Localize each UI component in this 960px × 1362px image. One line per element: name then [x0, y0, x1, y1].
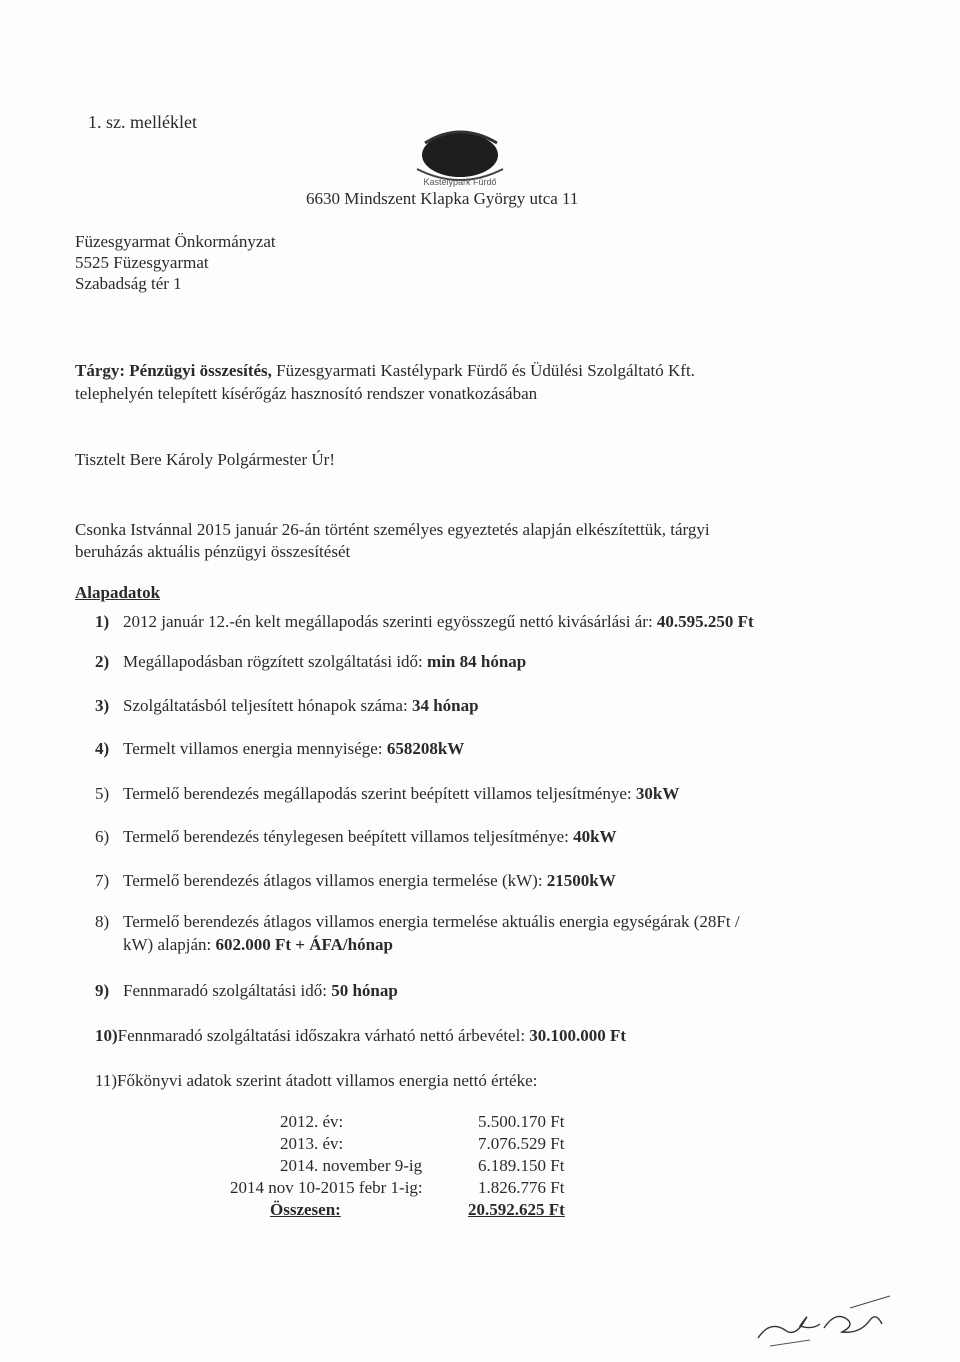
- svg-text:Kastélypark Fürdő: Kastélypark Fürdő: [423, 177, 497, 187]
- annex-label: 1. sz. melléklet: [88, 112, 197, 132]
- list-item: 10)Fennmaradó szolgáltatási időszakra várható nettó árbevétel: 30.100.000 Ft: [95, 1026, 627, 1045]
- intro-line-2: beruházás aktuális pénzügyi összesítését: [75, 542, 351, 561]
- sender-address: 6630 Mindszent Klapka György utca 11: [306, 189, 579, 208]
- subject-title: Pénzügyi összesítés,: [129, 361, 272, 380]
- recipient-line-3: Szabadság tér 1: [75, 274, 182, 293]
- list-item: 1) 2012 január 12.-én kelt megállapodás szerinti egyösszegű nettó kivásárlási ár: 40.595.250 Ft: [95, 612, 754, 631]
- list-item: 3) Szolgáltatásból teljesített hónapok száma: 34 hónap: [95, 696, 479, 715]
- subject-rest: Füzesgyarmati Kastélypark Fürdő és Üdülési Szolgáltató Kft.: [276, 361, 695, 380]
- subject-label: Tárgy:: [75, 361, 126, 380]
- list-item: 5) Termelő berendezés megállapodás szerint beépített villamos teljesítménye: 30kW: [95, 784, 680, 803]
- document-page: 1. sz. melléklet Kastélypark Fürdő 6630 Mindszent Klapka György utca 11 Füzesgyarmat Önkormányzat 5525 Füzesgyarmat Szabadság tér 1 Tárgy: Pénzügyi összesítés, Füzesgyarmati Kastélypark Fürdő és Üdülési Szolgáltató Kft. telephelyén telepített kísérőgáz hasznosító rendszer vonatkozásában Tisztelt Bere Károly Polgármester Úr! Csonka Istvánnal 2015 január 26-án történt személyes egyeztetés alapján elkészítettük, tárgyi beruházás aktuális pénzügyi összesítését Alapadatok 1) 2012 január 12.-én kelt megállapodás szerinti egyösszegű nettó kivásárlási ár: 40.595.250 Ft 2) Megállapodásban rögzített szolgáltatási idő: min 84 hónap 3) Szolgáltatásból teljesített hónapok száma: 34 hónap 4) Termelt villamos energia mennyisége: 658208kW 5) Termelő berendezés megállapodás szerint beépített villamos teljesítménye: 30kW 6) Termelő berendezés ténylegesen beépített villamos teljesítménye: 40kW 7) Termelő berendezés átlagos villamos energia termelése (kW): 21500kW 8) Termelő berendezés átlagos villamos energia termelése aktuális energia egységárak (28Ft / kW) alapján: 602.000 Ft + ÁFA/hónap 9) Fennmaradó szolgáltatási idő: 50 hónap 10)Fennmaradó szolgáltatási időszakra várható nettó árbevétel: 30.100.000 Ft 11)Főkönyvi adatok szerint átadott villamos energia nettó értéke: 2012. év: 5.500.170 Ft 2013. év: 7.076.529 Ft 2014. november 9-ig 6.189.150 Ft 2014 nov 10-2015 febr 1-ig: 1.826.776 Ft Összesen: 20.592.625 Ft: [0, 0, 960, 1362]
- list-item-continuation: kW) alapján: 602.000 Ft + ÁFA/hónap: [123, 935, 394, 954]
- recipient-line-1: Füzesgyarmat Önkormányzat: [75, 232, 276, 251]
- list-item: 9) Fennmaradó szolgáltatási idő: 50 hónap: [95, 981, 398, 1000]
- salutation: Tisztelt Bere Károly Polgármester Úr!: [75, 450, 335, 469]
- section-title: Alapadatok: [75, 583, 161, 602]
- intro-line-1: Csonka Istvánnal 2015 január 26-án történt személyes egyeztetés alapján elkészítettük, tárgyi: [75, 520, 710, 539]
- subject-line-2: telephelyén telepített kísérőgáz hasznosító rendszer vonatkozásában: [75, 384, 538, 403]
- recipient-line-2: 5525 Füzesgyarmat: [75, 253, 209, 272]
- list-item: 8) Termelő berendezés átlagos villamos energia termelése aktuális energia egységárak (28Ft /: [95, 912, 740, 931]
- signature: [750, 1290, 900, 1350]
- list-item: 11)Főkönyvi adatok szerint átadott villamos energia nettó értéke:: [95, 1071, 538, 1090]
- list-item: 7) Termelő berendezés átlagos villamos energia termelése (kW): 21500kW: [95, 871, 616, 890]
- stamp-logo: [405, 125, 515, 193]
- list-item: 4) Termelt villamos energia mennyisége: 658208kW: [95, 739, 465, 758]
- list-item: 2) Megállapodásban rögzített szolgáltatási idő: min 84 hónap: [95, 652, 527, 671]
- list-item: 6) Termelő berendezés ténylegesen beépített villamos teljesítménye: 40kW: [95, 827, 617, 846]
- subject-line-1: [75, 361, 695, 381]
